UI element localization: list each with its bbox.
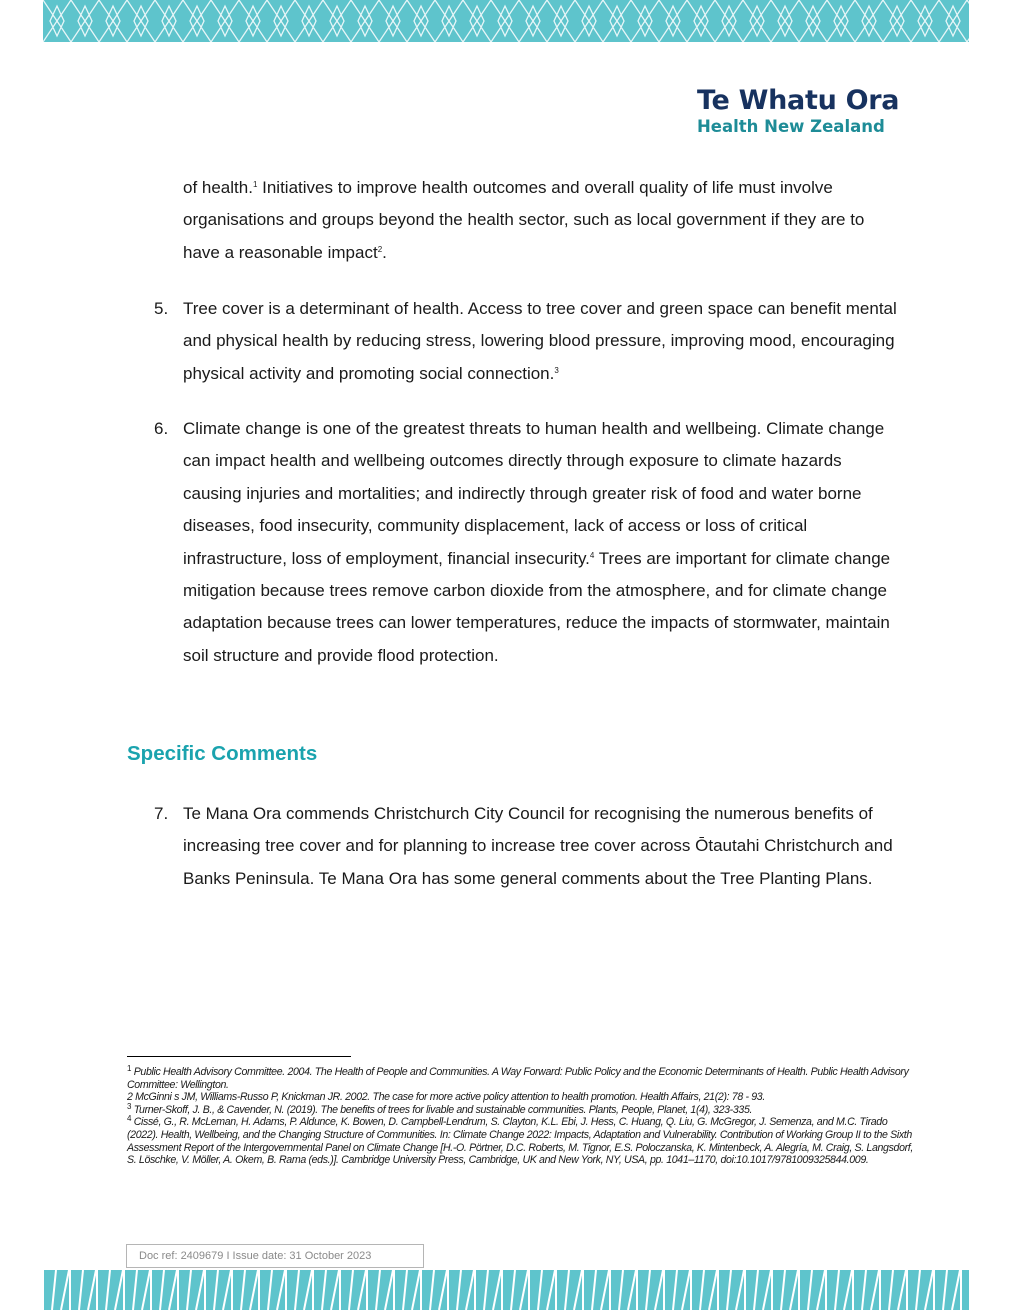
item-number: 5.: [154, 299, 169, 318]
numbered-paragraph-6: [183, 413, 903, 672]
footnote-mark: 3: [127, 1101, 132, 1111]
logo-title: Te Whatu Ora: [697, 85, 900, 116]
header-pattern: [43, 0, 969, 42]
paragraph-text: of health.: [183, 178, 253, 197]
footnote-ref-4[interactable]: 4: [589, 550, 595, 560]
footnote-2: [127, 1091, 917, 1104]
paragraph-text: Climate change is one of the greatest threats to human health and wellbeing. Climate change can impact health and wellbeing outcomes directly through exposure to climate hazards causing injuries and mortalities; and indirectly through greater risk of food and water borne diseases, food insecurity, community displacement, lack of access or loss of critical infrastructure, loss of employment, financial insecurity.: [183, 419, 885, 568]
footnote-1: [127, 1066, 917, 1091]
footnote-separator: [127, 1056, 351, 1057]
numbered-paragraph-5: [183, 293, 903, 390]
paragraph-text: Te Mana Ora commends Christchurch City Council for recognising the numerous benefits of increasing tree cover and for planning to increase tree cover across Ōtautahi Christchurch and Banks Peninsula. Te Mana Ora has some general comments about the Tree Planting Plans.: [183, 804, 893, 888]
item-number: 7.: [154, 804, 169, 823]
footnote-text: Public Health Advisory Committee. 2004. The Health of People and Communities. A Way Forward: Public Policy and the Economic Determinants of Health. Public Health Advisory Committee: Wellington.: [127, 1066, 909, 1091]
pattern-lines: [43, 0, 969, 42]
numbered-paragraph-7: [183, 798, 903, 895]
header-pattern-band: [43, 0, 969, 42]
footnote-text: Cissé, G., R. McLeman, H. Adams, P. Aldunce, K. Bowen, D. Campbell-Lendrum, S. Clayton, K.L. Ebi, J. Hess, C. Huang, Q. Liu, G. McGregor, J. Semenza, and M.C. Tirado (2022). Health, Wellbeing, and the Changing Structure of Communities. In: Climate Change 2022: Impacts, Adaptation and Vulnerability. Contribution of Working Group II to the Sixth Assessment Report of the Intergovernmental Panel on Climate Change [H.-O. Pörtner, D.C. Roberts, M. Tignor, E.S. Poloczanska, K. Mintenbeck, A. Alegría, M. Craig, S. Langsdorf, S. Löschke, V. Möller, A. Okem, B. Rama (eds.)]. Cambridge University Press, Cambridge, UK and New York, NY, USA, pp. 1041–1170, doi:10.1017/9781009325844.009.: [127, 1116, 913, 1167]
footnote-text: 2 McGinni s JM, Williams-Russo P, Knickman JR. 2002. The case for more active policy attention to health promotion. Health Affairs, 21(2): 78 - 93.: [127, 1091, 765, 1104]
section-heading: Specific Comments: [127, 742, 318, 765]
footnote-ref-1[interactable]: 1: [252, 180, 258, 189]
continuation-paragraph: [183, 172, 903, 269]
footer-pattern: [43, 1270, 969, 1310]
footnote-mark: 1: [127, 1064, 132, 1073]
footnote-text: Turner-Skoff, J. B., & Cavender, N. (2019). The benefits of trees for livable and sustainable communities. Plants, People, Planet, 1(4), 323-335.: [133, 1103, 753, 1116]
pattern-lines: [43, 1270, 961, 1310]
footnote-ref-2[interactable]: 2: [377, 244, 383, 254]
paragraph-text: .: [382, 242, 387, 262]
footnotes: [127, 1066, 917, 1167]
footer-pattern-band: [43, 1270, 969, 1310]
paragraph-text: Tree cover is a determinant of health. Access to tree cover and green space can benefit mental and physical health by reducing stress, lowering blood pressure, improving mood, encouraging physical activity and promoting social connection.: [183, 299, 897, 383]
document-reference: Doc ref: 2409679 I Issue date: 31 October 2023: [126, 1244, 424, 1268]
footnote-4: [127, 1116, 917, 1166]
logo-subtitle: Health New Zealand: [697, 117, 885, 136]
paragraph-text: Initiatives to improve health outcomes and overall quality of life must involve organisations and groups beyond the health sector, such as local government if they are to have a reasonable impact: [183, 178, 865, 262]
paragraph-text: Trees are important for climate change mitigation because trees remove carbon dioxide from the atmosphere, and for climate change adaptation because trees can lower temperatures, reduce the impacts of stormwater, maintain soil structure and provide flood protection.: [183, 548, 891, 665]
footnote-3: [127, 1101, 917, 1117]
item-number: 6.: [154, 419, 169, 438]
footnote-mark: 4: [127, 1114, 132, 1124]
footnote-ref-3[interactable]: 3: [554, 365, 559, 375]
organisation-logo: [697, 86, 917, 137]
